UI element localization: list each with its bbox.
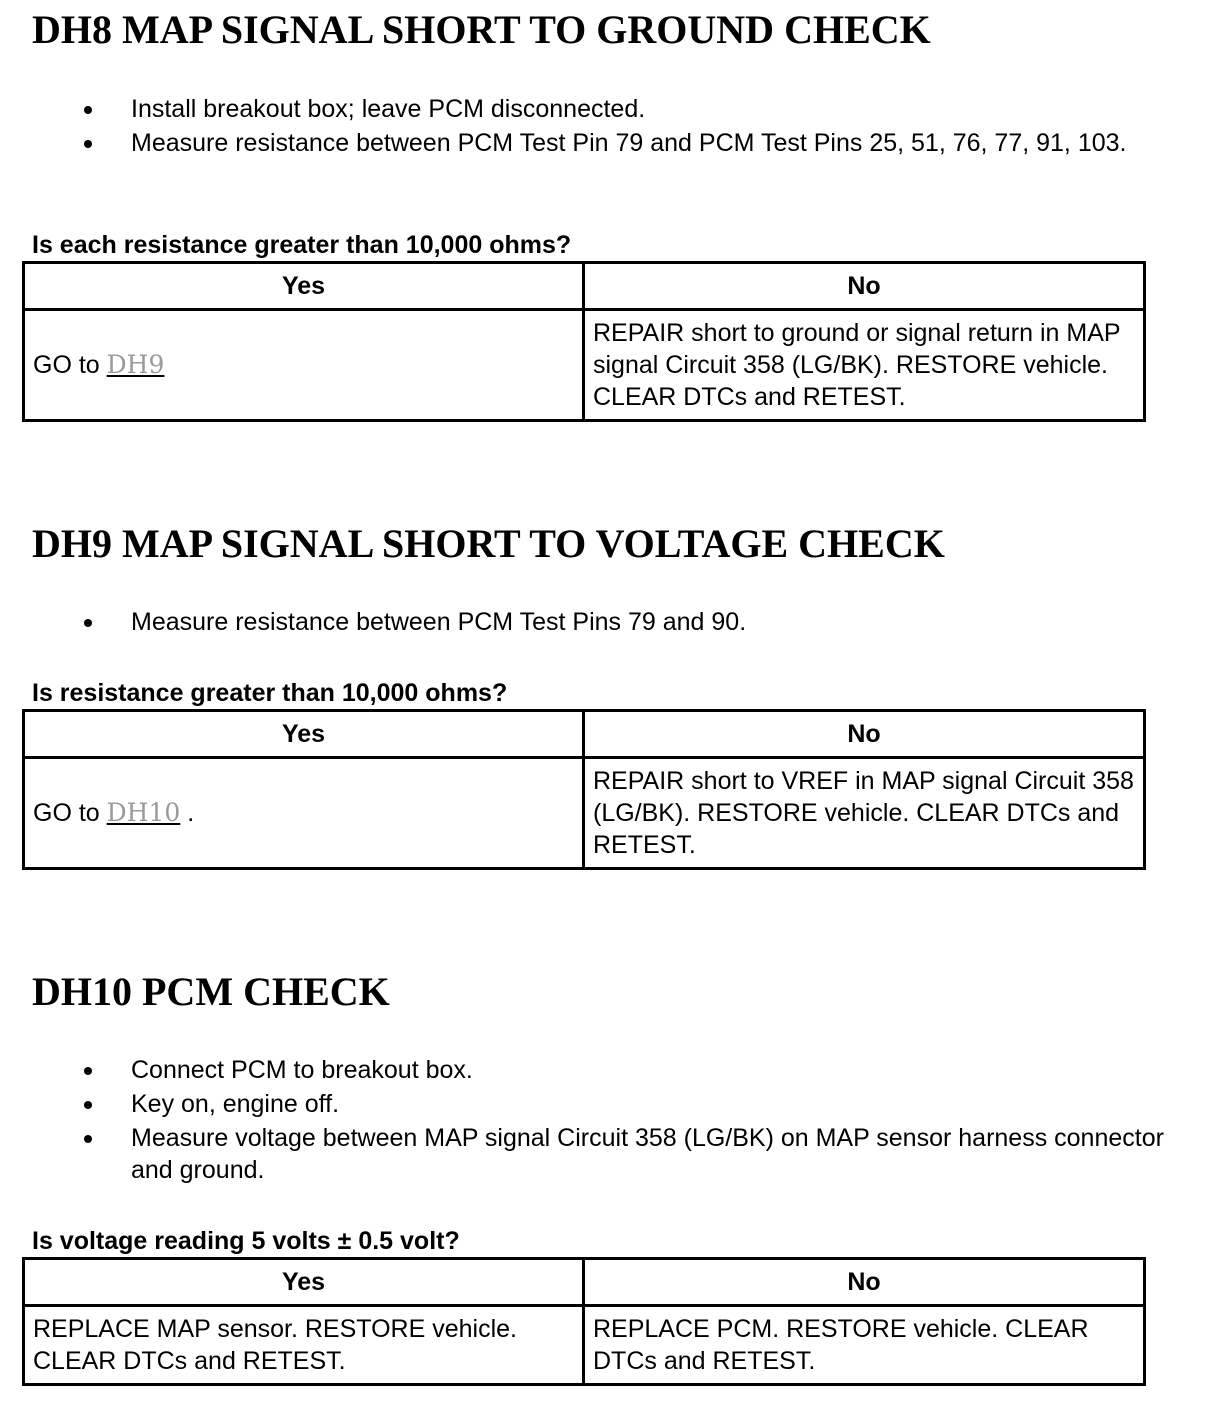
no-header: No: [584, 711, 1145, 758]
table-header-row: [24, 1259, 1145, 1306]
yes-header: Yes: [24, 711, 584, 758]
table-row: [24, 1306, 1145, 1385]
table-header-row: [24, 711, 1145, 758]
answer-table: [22, 261, 1146, 422]
step-list: [0, 93, 1191, 161]
bullet-icon: [84, 619, 92, 627]
yes-header: Yes: [24, 263, 584, 310]
section-title: DH9 MAP SIGNAL SHORT TO VOLTAGE CHECK: [32, 521, 945, 566]
question: Is voltage reading 5 volts ± 0.5 volt?: [32, 1227, 460, 1255]
no-cell: REPAIR short to VREF in MAP signal Circuit 358 (LG/BK). RESTORE vehicle. CLEAR DTCs and RETEST.: [584, 758, 1145, 869]
list-item: [0, 1088, 1191, 1120]
bullet-icon: [84, 1067, 92, 1075]
yes-header: Yes: [24, 1259, 584, 1306]
section-title: DH8 MAP SIGNAL SHORT TO GROUND CHECK: [32, 7, 931, 52]
bullet-icon: [84, 140, 92, 148]
yes-cell: REPLACE MAP sensor. RESTORE vehicle. CLEAR DTCs and RETEST.: [24, 1306, 584, 1385]
yes-cell: [24, 310, 584, 421]
bullet-icon: [84, 1135, 92, 1143]
yes-suffix: .: [187, 799, 195, 827]
list-item: [0, 93, 1191, 125]
bullet-icon: [84, 1101, 92, 1109]
table-header-row: [24, 263, 1145, 310]
table-row: [24, 310, 1145, 421]
step-list: [0, 1054, 1191, 1188]
answer-table: [22, 1257, 1146, 1386]
table-row: [24, 758, 1145, 869]
no-header: No: [584, 263, 1145, 310]
step-text: Key on, engine off.: [131, 1090, 340, 1118]
answer-table: [22, 709, 1146, 870]
step-text: Measure resistance between PCM Test Pin 79 and PCM Test Pins 25, 51, 76, 77, 91, 103.: [131, 129, 1127, 157]
no-cell: REPAIR short to ground or signal return in MAP signal Circuit 358 (LG/BK). RESTORE vehicle. CLEAR DTCs and RETEST.: [584, 310, 1145, 421]
no-cell: REPLACE PCM. RESTORE vehicle. CLEAR DTCs and RETEST.: [584, 1306, 1145, 1385]
list-item: [0, 606, 1191, 638]
link-dh10[interactable]: DH10: [106, 798, 181, 827]
step-text: Measure voltage between MAP signal Circuit 358 (LG/BK) on MAP sensor harness connector and ground.: [131, 1124, 1164, 1184]
question: Is each resistance greater than 10,000 ohms?: [32, 231, 572, 259]
list-item: [0, 127, 1191, 159]
step-text: Install breakout box; leave PCM disconnected.: [131, 95, 646, 123]
question: Is resistance greater than 10,000 ohms?: [32, 679, 508, 707]
yes-prefix: GO to: [33, 799, 100, 827]
step-text: Connect PCM to breakout box.: [131, 1056, 473, 1084]
section-title: DH10 PCM CHECK: [32, 969, 390, 1014]
link-dh9[interactable]: DH9: [106, 350, 165, 379]
list-item: [0, 1122, 1191, 1186]
step-list: [0, 606, 1191, 640]
bullet-icon: [84, 106, 92, 114]
step-text: Measure resistance between PCM Test Pins 79 and 90.: [131, 608, 747, 636]
yes-cell: [24, 758, 584, 869]
no-header: No: [584, 1259, 1145, 1306]
yes-prefix: GO to: [33, 351, 100, 379]
list-item: [0, 1054, 1191, 1086]
